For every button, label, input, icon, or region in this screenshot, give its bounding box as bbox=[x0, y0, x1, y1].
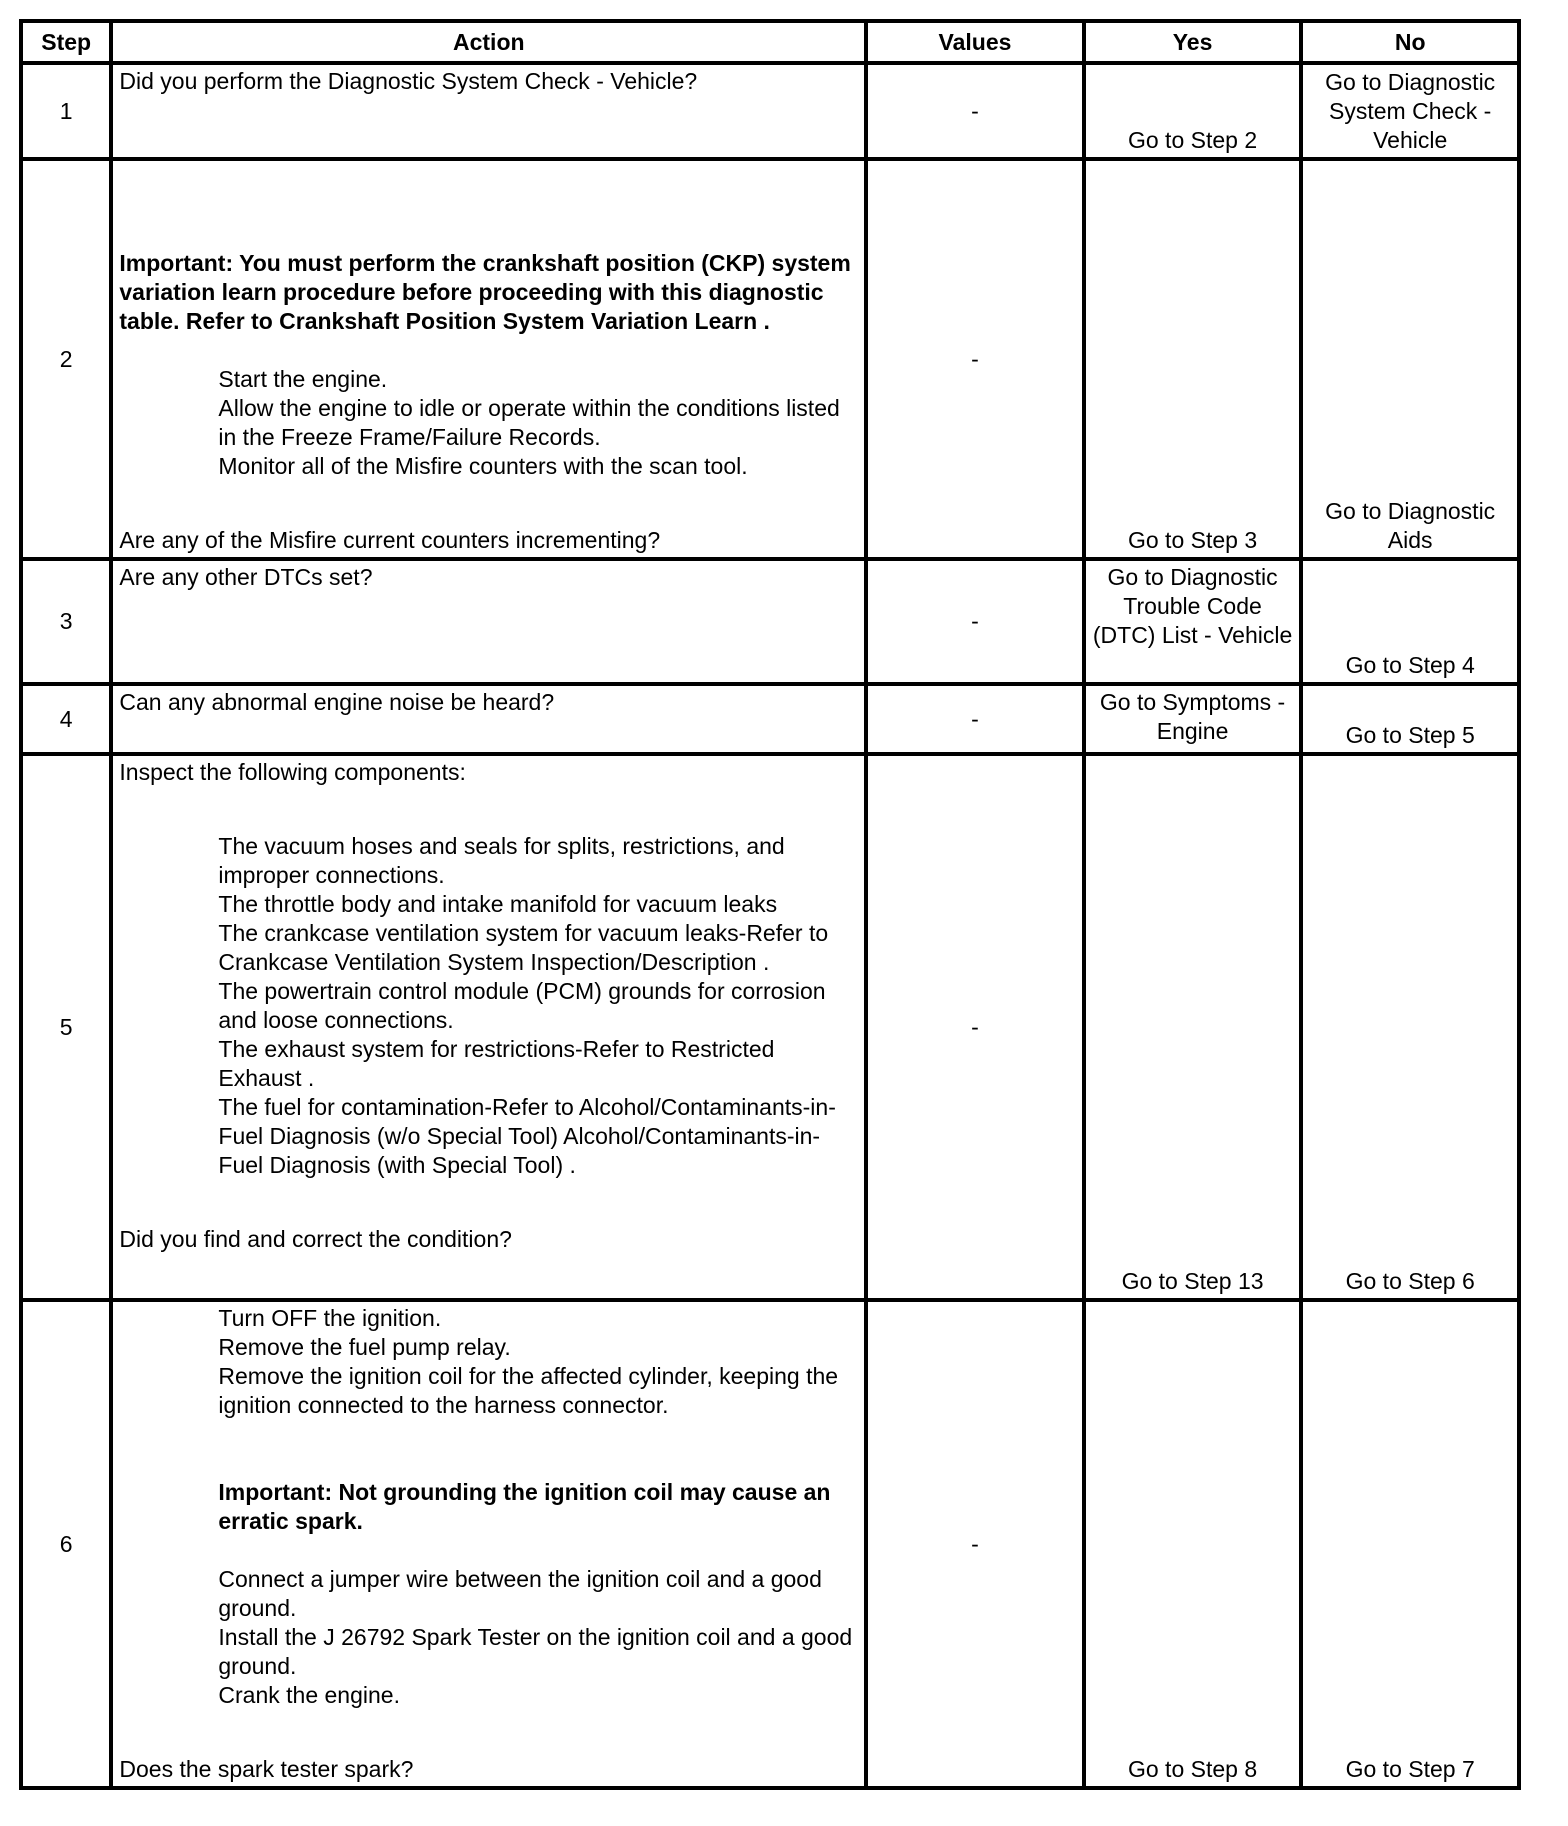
step-number: 4 bbox=[21, 684, 111, 754]
table-row bbox=[21, 559, 1519, 684]
header-action: Action bbox=[111, 21, 866, 63]
step-number: 1 bbox=[21, 63, 111, 159]
action-cell bbox=[111, 159, 866, 559]
list-item: Connect a jumper wire between the ignition coil and a good ground. bbox=[218, 1566, 822, 1621]
important-note: Important: Not grounding the ignition coil may cause an erratic spark. bbox=[218, 1479, 831, 1534]
list-item: The vacuum hoses and seals for splits, restrictions, and improper connections. bbox=[218, 833, 785, 888]
no-cell: Go to Step 7 bbox=[1301, 1300, 1519, 1788]
no-cell: Go to Step 4 bbox=[1301, 559, 1519, 684]
no-cell: Go to Step 5 bbox=[1301, 684, 1519, 754]
action-question: Are any other DTCs set? bbox=[119, 564, 373, 590]
header-values: Values bbox=[866, 21, 1084, 63]
list-item: The powertrain control module (PCM) grounds for corrosion and loose connections. bbox=[218, 978, 826, 1033]
diagnostic-table bbox=[19, 19, 1521, 1790]
table-row bbox=[21, 684, 1519, 754]
yes-cell: Go to Symptoms - Engine bbox=[1084, 684, 1302, 754]
no-cell: Go to Diagnostic System Check - Vehicle bbox=[1301, 63, 1519, 159]
step-number: 2 bbox=[21, 159, 111, 559]
action-steps bbox=[119, 1565, 858, 1710]
list-item: The fuel for contamination-Refer to Alcohol/Contaminants-in-Fuel Diagnosis (w/o Special Tool) Alcohol/Contaminants-in-Fuel Diagnosis (with Special Tool) . bbox=[218, 1094, 836, 1178]
list-item: Allow the engine to idle or operate within the conditions listed in the Freeze Frame/Failure Records. bbox=[218, 395, 840, 450]
action-cell bbox=[111, 754, 866, 1300]
action-steps bbox=[119, 1304, 858, 1420]
table-row bbox=[21, 754, 1519, 1300]
action-question: Did you find and correct the condition? bbox=[119, 1226, 512, 1252]
table-row bbox=[21, 1300, 1519, 1788]
list-item: The throttle body and intake manifold for vacuum leaks bbox=[218, 891, 778, 917]
action-cell bbox=[111, 559, 866, 684]
list-item: Crank the engine. bbox=[218, 1682, 400, 1708]
yes-cell: Go to Step 2 bbox=[1084, 63, 1302, 159]
no-cell: Go to Diagnostic Aids bbox=[1301, 159, 1519, 559]
list-item: Remove the fuel pump relay. bbox=[218, 1334, 511, 1360]
list-item: Remove the ignition coil for the affected cylinder, keeping the ignition connected to the harness connector. bbox=[218, 1363, 839, 1418]
values-cell: - bbox=[866, 159, 1084, 559]
action-intro: Inspect the following components: bbox=[119, 759, 466, 785]
action-question: Did you perform the Diagnostic System Check - Vehicle? bbox=[119, 68, 698, 94]
important-note: Important: You must perform the crankshaft position (CKP) system variation learn procedure before proceeding with this diagnostic table. Refer to Crankshaft Position System Variation Learn . bbox=[119, 250, 851, 334]
table-row bbox=[21, 63, 1519, 159]
values-cell: - bbox=[866, 63, 1084, 159]
yes-cell: Go to Diagnostic Trouble Code (DTC) List - Vehicle bbox=[1084, 559, 1302, 684]
list-item: Install the J 26792 Spark Tester on the ignition coil and a good ground. bbox=[218, 1624, 853, 1679]
yes-cell: Go to Step 13 bbox=[1084, 754, 1302, 1300]
list-item: Start the engine. bbox=[218, 366, 388, 392]
action-cell bbox=[111, 63, 866, 159]
values-cell: - bbox=[866, 559, 1084, 684]
list-item: The crankcase ventilation system for vacuum leaks-Refer to Crankcase Ventilation System Inspection/Description . bbox=[218, 920, 829, 975]
step-number: 5 bbox=[21, 754, 111, 1300]
table-header-row bbox=[21, 21, 1519, 63]
table-row bbox=[21, 159, 1519, 559]
action-question: Are any of the Misfire current counters incrementing? bbox=[119, 527, 661, 553]
action-steps bbox=[119, 365, 858, 481]
list-item: Monitor all of the Misfire counters with the scan tool. bbox=[218, 453, 748, 479]
list-item: Turn OFF the ignition. bbox=[218, 1305, 442, 1331]
no-cell: Go to Step 6 bbox=[1301, 754, 1519, 1300]
action-steps bbox=[119, 832, 858, 1180]
values-cell: - bbox=[866, 754, 1084, 1300]
values-cell: - bbox=[866, 1300, 1084, 1788]
list-item: The exhaust system for restrictions-Refer to Restricted Exhaust . bbox=[218, 1036, 775, 1091]
action-question: Can any abnormal engine noise be heard? bbox=[119, 689, 555, 715]
yes-cell: Go to Step 3 bbox=[1084, 159, 1302, 559]
action-cell bbox=[111, 1300, 866, 1788]
header-no: No bbox=[1301, 21, 1519, 63]
action-cell bbox=[111, 684, 866, 754]
header-step: Step bbox=[21, 21, 111, 63]
step-number: 3 bbox=[21, 559, 111, 684]
yes-cell: Go to Step 8 bbox=[1084, 1300, 1302, 1788]
header-yes: Yes bbox=[1084, 21, 1302, 63]
action-question: Does the spark tester spark? bbox=[119, 1756, 414, 1782]
step-number: 6 bbox=[21, 1300, 111, 1788]
values-cell: - bbox=[866, 684, 1084, 754]
